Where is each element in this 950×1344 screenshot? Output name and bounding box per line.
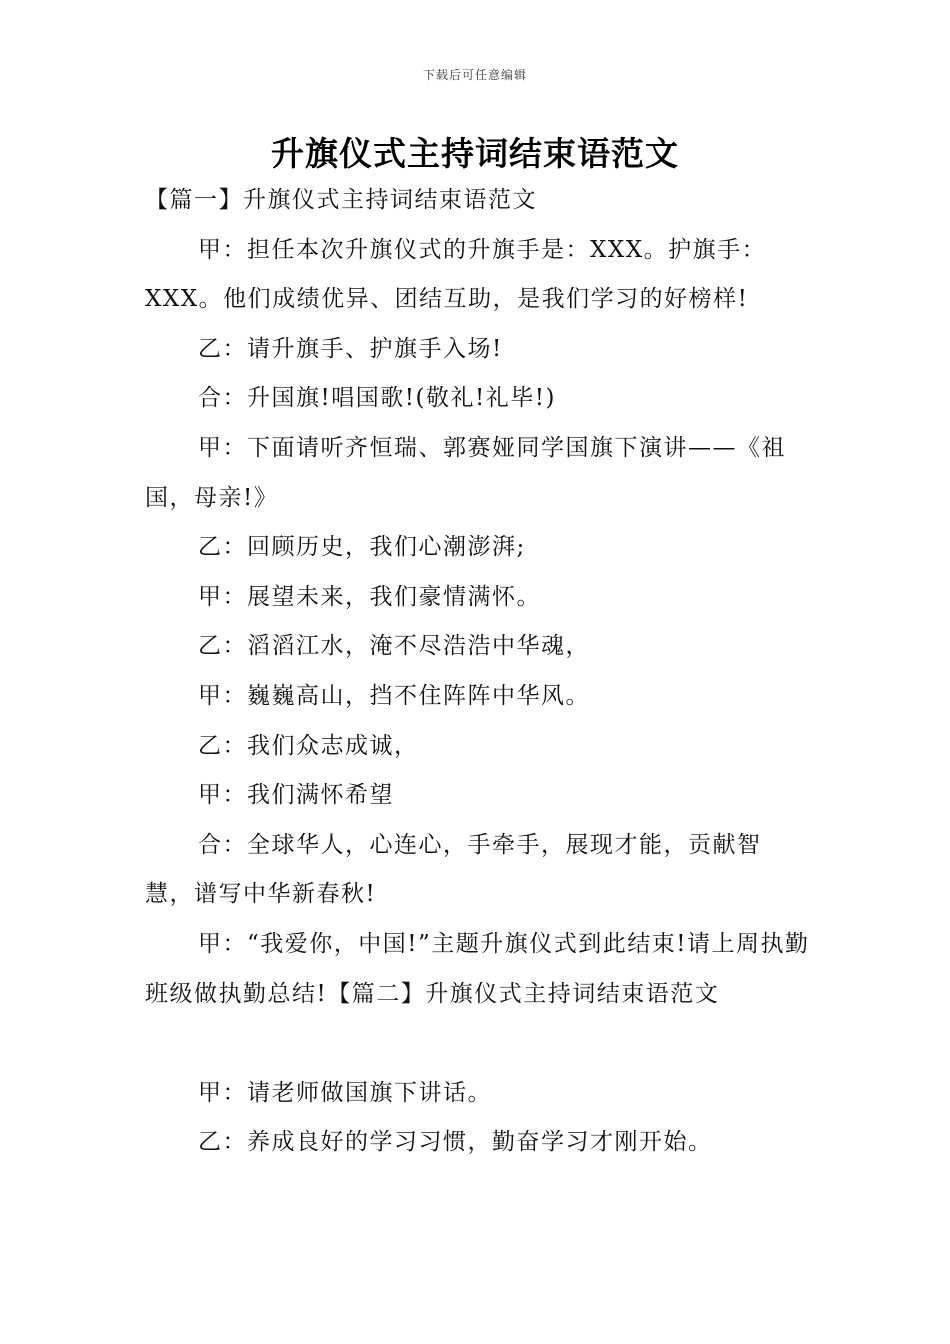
document-body bbox=[145, 176, 810, 1168]
paragraph: 乙：滔滔江水，淹不尽浩浩中华魂， bbox=[198, 633, 590, 660]
paragraph: 乙：养成良好的学习习惯，勤奋学习才刚开始。 bbox=[198, 1129, 713, 1156]
paragraph: 甲：我们满怀希望 bbox=[198, 782, 394, 809]
paragraph: 甲：“我爱你，中国!”主题升旗仪式到此结束!请上周执勤班级做执勤总结!【篇二】升旗仪式主持词结束语范文 bbox=[145, 930, 810, 1007]
document-title: 升旗仪式主持词结束语范文 bbox=[271, 134, 679, 173]
paragraph: 乙：回顾历史，我们心潮澎湃; bbox=[198, 534, 526, 561]
paragraph: 甲：下面请听齐恒瑞、郭赛娅同学国旗下演讲——《祖国，母亲!》 bbox=[145, 434, 786, 511]
paragraph: 乙：我们众志成诚， bbox=[198, 732, 419, 759]
paragraph: 合：升国旗!唱国歌!(敬礼!礼毕!) bbox=[198, 385, 556, 412]
paragraph-section-heading: 【篇一】升旗仪式主持词结束语范文 bbox=[145, 187, 537, 213]
paragraph: 甲：请老师做国旗下讲话。 bbox=[198, 1079, 492, 1106]
paragraph: 甲：展望未来，我们豪情满怀。 bbox=[198, 583, 541, 610]
blank-line bbox=[145, 1019, 810, 1069]
paragraph: 甲：巍巍高山，挡不住阵阵中华风。 bbox=[198, 682, 590, 709]
paragraph: 合：全球华人，心连心，手牵手，展现才能，贡献智慧，谱写中华新春秋! bbox=[145, 831, 762, 908]
header-note: 下载后可任意编辑 bbox=[422, 68, 527, 82]
paragraph: 甲：担任本次升旗仪式的升旗手是：XXX。护旗手：XXX。他们成绩优异、团结互助，是我们学习的好榜样! bbox=[145, 236, 767, 313]
paragraph: 乙：请升旗手、护旗手入场! bbox=[198, 335, 503, 362]
